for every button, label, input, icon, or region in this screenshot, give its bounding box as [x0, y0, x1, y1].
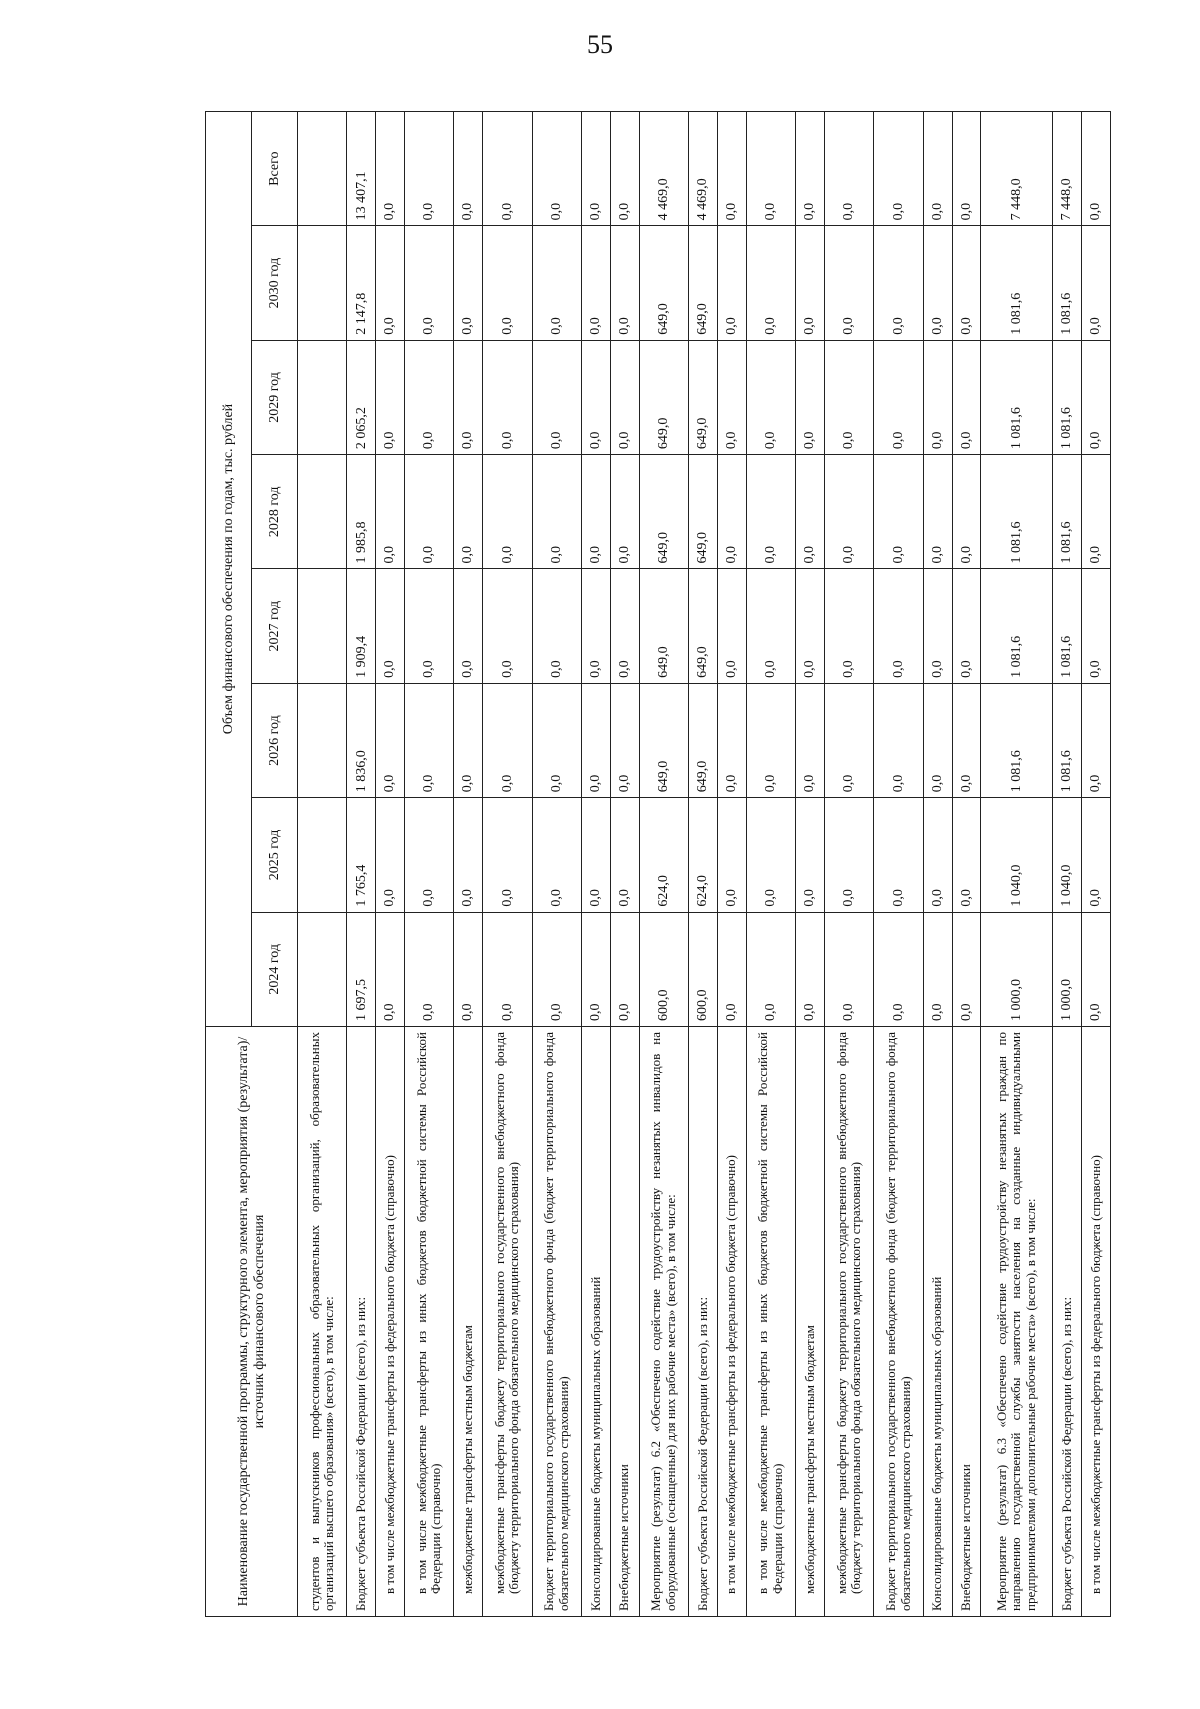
- row-value-cell: 1 081,6: [981, 340, 1053, 454]
- table-area: [205, 111, 1111, 1617]
- row-value-cell: 0,0: [824, 112, 873, 226]
- row-value-cell: 0,0: [923, 912, 952, 1026]
- table-row: [376, 112, 405, 1617]
- row-value-cell: 624,0: [689, 798, 718, 912]
- row-source-name: межбюджетные трансферты бюджету территориального государственного внебюджетного фонда (бюджету территориального фонда обязательного медицинского страхования): [824, 1027, 873, 1617]
- row-source-name: Консолидированные бюджеты муниципальных образований: [923, 1027, 952, 1617]
- row-value-cell: 0,0: [610, 340, 639, 454]
- row-value-cell: 0,0: [1081, 455, 1110, 569]
- table-row: [532, 112, 581, 1617]
- row-value-cell: 0,0: [532, 455, 581, 569]
- row-value-cell: 2 065,2: [347, 340, 376, 454]
- row-value-cell: 0,0: [746, 683, 795, 797]
- row-value-cell: 0,0: [404, 569, 453, 683]
- row-value-cell: 0,0: [746, 569, 795, 683]
- row-value-cell: 4 469,0: [689, 112, 718, 226]
- row-value-cell: 1 081,6: [981, 569, 1053, 683]
- row-value-cell: 0,0: [824, 340, 873, 454]
- row-source-name: межбюджетные трансферты местным бюджетам: [454, 1027, 483, 1617]
- row-value-cell: 0,0: [404, 912, 453, 1026]
- row-value-cell: [298, 912, 347, 1026]
- row-value-cell: [298, 455, 347, 569]
- row-value-cell: 0,0: [746, 112, 795, 226]
- row-value-cell: 0,0: [582, 226, 611, 340]
- table-row: [483, 112, 532, 1617]
- header-year: 2028 год: [252, 455, 298, 569]
- row-value-cell: 0,0: [796, 340, 825, 454]
- row-value-cell: 649,0: [639, 569, 688, 683]
- row-value-cell: 0,0: [717, 569, 746, 683]
- row-value-cell: 1 697,5: [347, 912, 376, 1026]
- row-value-cell: 0,0: [717, 683, 746, 797]
- table-row: [923, 112, 952, 1617]
- header-year: 2029 год: [252, 340, 298, 454]
- row-value-cell: 0,0: [376, 798, 405, 912]
- row-value-cell: 0,0: [610, 683, 639, 797]
- row-source-name: в том числе межбюджетные трансферты из иных бюджетов бюджетной системы Российской Федерации (справочно): [404, 1027, 453, 1617]
- row-value-cell: 0,0: [1081, 683, 1110, 797]
- row-value-cell: 0,0: [376, 226, 405, 340]
- row-value-cell: 0,0: [532, 798, 581, 912]
- table-body: [298, 112, 1111, 1617]
- financing-table: [205, 111, 1111, 1617]
- row-value-cell: 0,0: [717, 798, 746, 912]
- row-value-cell: 0,0: [824, 798, 873, 912]
- row-value-cell: 0,0: [1081, 569, 1110, 683]
- row-source-name: Консолидированные бюджеты муниципальных образований: [582, 1027, 611, 1617]
- row-value-cell: [298, 798, 347, 912]
- row-value-cell: 0,0: [1081, 226, 1110, 340]
- row-value-cell: 0,0: [874, 112, 923, 226]
- header-name-column: Наименование государственной программы, структурного элемента, мероприятия (результата)/источник финансового обеспечения: [206, 1027, 298, 1617]
- header-year: 2025 год: [252, 798, 298, 912]
- row-source-name: в том числе межбюджетные трансферты из федерального бюджета (справочно): [717, 1027, 746, 1617]
- row-value-cell: 0,0: [454, 798, 483, 912]
- row-value-cell: 0,0: [874, 683, 923, 797]
- header-year: 2024 год: [252, 912, 298, 1026]
- row-value-cell: 0,0: [923, 569, 952, 683]
- row-value-cell: 0,0: [582, 340, 611, 454]
- row-value-cell: 0,0: [824, 455, 873, 569]
- row-value-cell: 0,0: [717, 455, 746, 569]
- row-value-cell: 0,0: [610, 798, 639, 912]
- row-value-cell: 0,0: [483, 569, 532, 683]
- row-value-cell: 0,0: [376, 912, 405, 1026]
- row-value-cell: 1 081,6: [981, 226, 1053, 340]
- row-value-cell: 0,0: [746, 798, 795, 912]
- row-value-cell: 0,0: [796, 455, 825, 569]
- row-value-cell: 0,0: [404, 112, 453, 226]
- row-value-cell: 13 407,1: [347, 112, 376, 226]
- row-value-cell: 0,0: [923, 683, 952, 797]
- row-value-cell: 0,0: [923, 226, 952, 340]
- table-row: [298, 112, 347, 1617]
- row-source-name: Бюджет территориального государственного внебюджетного фонда (бюджет территориального фонда обязательного медицинского страхования): [532, 1027, 581, 1617]
- row-value-cell: 0,0: [746, 455, 795, 569]
- table-row: [610, 112, 639, 1617]
- row-value-cell: 649,0: [689, 455, 718, 569]
- row-value-cell: 0,0: [376, 112, 405, 226]
- row-value-cell: 0,0: [532, 683, 581, 797]
- row-value-cell: 1 081,6: [1053, 340, 1082, 454]
- row-value-cell: [298, 226, 347, 340]
- row-value-cell: 0,0: [404, 455, 453, 569]
- table-row: [404, 112, 453, 1617]
- row-value-cell: 649,0: [639, 683, 688, 797]
- row-value-cell: 0,0: [454, 226, 483, 340]
- row-value-cell: 649,0: [689, 340, 718, 454]
- table-row: [582, 112, 611, 1617]
- row-value-cell: 0,0: [582, 569, 611, 683]
- row-value-cell: 0,0: [923, 455, 952, 569]
- row-value-cell: 0,0: [483, 683, 532, 797]
- row-value-cell: 0,0: [717, 226, 746, 340]
- page-number: 55: [587, 30, 613, 59]
- row-value-cell: 0,0: [796, 569, 825, 683]
- row-source-name: Бюджет субъекта Российской Федерации (всего), из них:: [1053, 1027, 1082, 1617]
- row-value-cell: 0,0: [824, 569, 873, 683]
- row-value-cell: 0,0: [717, 340, 746, 454]
- row-value-cell: 0,0: [404, 226, 453, 340]
- row-value-cell: 1 836,0: [347, 683, 376, 797]
- row-value-cell: 0,0: [582, 912, 611, 1026]
- row-value-cell: 0,0: [376, 455, 405, 569]
- row-source-name: межбюджетные трансферты местным бюджетам: [796, 1027, 825, 1617]
- row-source-name: в том числе межбюджетные трансферты из федерального бюджета (справочно): [1081, 1027, 1110, 1617]
- row-value-cell: 1 081,6: [1053, 455, 1082, 569]
- row-value-cell: 0,0: [746, 340, 795, 454]
- row-value-cell: 0,0: [454, 340, 483, 454]
- row-value-cell: 0,0: [582, 455, 611, 569]
- row-value-cell: 0,0: [610, 912, 639, 1026]
- row-value-cell: 1 000,0: [1053, 912, 1082, 1026]
- row-value-cell: 0,0: [952, 340, 981, 454]
- row-value-cell: 0,0: [454, 455, 483, 569]
- table-row: [717, 112, 746, 1617]
- header-year: 2027 год: [252, 569, 298, 683]
- row-value-cell: 1 909,4: [347, 569, 376, 683]
- row-value-cell: 649,0: [639, 226, 688, 340]
- row-value-cell: [298, 569, 347, 683]
- row-value-cell: 0,0: [483, 455, 532, 569]
- row-value-cell: 0,0: [952, 912, 981, 1026]
- table-row: [1081, 112, 1110, 1617]
- row-value-cell: 0,0: [874, 569, 923, 683]
- row-value-cell: 0,0: [874, 798, 923, 912]
- row-value-cell: 0,0: [717, 912, 746, 1026]
- row-value-cell: 0,0: [952, 569, 981, 683]
- row-value-cell: 0,0: [923, 340, 952, 454]
- row-value-cell: 0,0: [582, 112, 611, 226]
- row-value-cell: 0,0: [532, 226, 581, 340]
- row-value-cell: 1 081,6: [1053, 683, 1082, 797]
- row-value-cell: 1 040,0: [1053, 798, 1082, 912]
- row-value-cell: 0,0: [483, 340, 532, 454]
- row-value-cell: 0,0: [1081, 112, 1110, 226]
- row-value-cell: 0,0: [1081, 912, 1110, 1026]
- row-value-cell: 0,0: [483, 912, 532, 1026]
- row-value-cell: 7 448,0: [1053, 112, 1082, 226]
- row-source-name: в том числе межбюджетные трансферты из федерального бюджета (справочно): [376, 1027, 405, 1617]
- table-row: [689, 112, 718, 1617]
- header-year: 2026 год: [252, 683, 298, 797]
- table-row: [347, 112, 376, 1617]
- row-value-cell: 0,0: [874, 226, 923, 340]
- row-value-cell: 0,0: [532, 912, 581, 1026]
- row-value-cell: 0,0: [952, 226, 981, 340]
- row-value-cell: 0,0: [796, 226, 825, 340]
- row-source-name: Внебюджетные источники: [952, 1027, 981, 1617]
- row-value-cell: 0,0: [610, 455, 639, 569]
- row-value-cell: 1 040,0: [981, 798, 1053, 912]
- row-value-cell: 1 081,6: [1053, 226, 1082, 340]
- row-value-cell: 1 081,6: [1053, 569, 1082, 683]
- row-value-cell: 0,0: [874, 912, 923, 1026]
- table-row: [874, 112, 923, 1617]
- table-row: [746, 112, 795, 1617]
- row-source-name: Мероприятие (результат) 6.2 «Обеспечено содействие трудоустройству незанятых инвалидов на оборудованные (оснащенные) для них рабочие места» (всего), в том числе:: [639, 1027, 688, 1617]
- row-source-name: Бюджет субъекта Российской Федерации (всего), из них:: [689, 1027, 718, 1617]
- row-value-cell: 0,0: [610, 112, 639, 226]
- row-value-cell: 0,0: [952, 455, 981, 569]
- table-row: [952, 112, 981, 1617]
- row-value-cell: 624,0: [639, 798, 688, 912]
- table-row: [1053, 112, 1082, 1617]
- table-row: [796, 112, 825, 1617]
- row-value-cell: 0,0: [454, 112, 483, 226]
- row-value-cell: 0,0: [874, 455, 923, 569]
- row-value-cell: 4 469,0: [639, 112, 688, 226]
- row-value-cell: 0,0: [952, 112, 981, 226]
- row-value-cell: 0,0: [404, 340, 453, 454]
- header-total: Всего: [252, 112, 298, 226]
- rotated-table-container: [205, 111, 1111, 1617]
- row-value-cell: 1 081,6: [981, 455, 1053, 569]
- row-value-cell: 0,0: [1081, 798, 1110, 912]
- row-value-cell: 0,0: [376, 569, 405, 683]
- header-volume: Объем финансового обеспечения по годам, тыс. рублей: [206, 112, 252, 1027]
- row-value-cell: [298, 683, 347, 797]
- row-value-cell: 0,0: [454, 569, 483, 683]
- row-value-cell: 0,0: [717, 112, 746, 226]
- row-value-cell: 0,0: [824, 683, 873, 797]
- row-value-cell: 649,0: [689, 683, 718, 797]
- row-source-name: Мероприятие (результат) 6.3 «Обеспечено содействие трудоустройству незанятых граждан по направлению государственной службы занятости населения на созданные индивидуальными предпринимателями дополнительные рабочие места» (всего), в том числе:: [981, 1027, 1053, 1617]
- row-value-cell: 0,0: [746, 226, 795, 340]
- row-value-cell: 1 985,8: [347, 455, 376, 569]
- row-value-cell: 0,0: [796, 798, 825, 912]
- row-value-cell: 0,0: [1081, 340, 1110, 454]
- row-value-cell: 0,0: [824, 226, 873, 340]
- table-row: [454, 112, 483, 1617]
- row-value-cell: 0,0: [746, 912, 795, 1026]
- row-value-cell: 649,0: [689, 226, 718, 340]
- row-value-cell: 0,0: [376, 683, 405, 797]
- row-value-cell: 0,0: [454, 683, 483, 797]
- row-value-cell: 2 147,8: [347, 226, 376, 340]
- row-source-name: Бюджет территориального государственного внебюджетного фонда (бюджет территориального фонда обязательного медицинского страхования): [874, 1027, 923, 1617]
- row-value-cell: 0,0: [796, 683, 825, 797]
- row-source-name: Бюджет субъекта Российской Федерации (всего), из них:: [347, 1027, 376, 1617]
- table-row: [824, 112, 873, 1617]
- row-source-name: в том числе межбюджетные трансферты из иных бюджетов бюджетной системы Российской Федерации (справочно): [746, 1027, 795, 1617]
- row-source-name: межбюджетные трансферты бюджету территориального государственного внебюджетного фонда (бюджету территориального фонда обязательного медицинского страхования): [483, 1027, 532, 1617]
- row-value-cell: 0,0: [483, 798, 532, 912]
- row-value-cell: 1 000,0: [981, 912, 1053, 1026]
- row-value-cell: 0,0: [796, 112, 825, 226]
- row-value-cell: 0,0: [404, 798, 453, 912]
- row-value-cell: 1 765,4: [347, 798, 376, 912]
- row-value-cell: 0,0: [532, 340, 581, 454]
- header-year: 2030 год: [252, 226, 298, 340]
- table-row: [639, 112, 688, 1617]
- row-source-name: студентов и выпускников профессиональных образовательных организаций, образовательных организаций высшего образования» (всего), в том числе:: [298, 1027, 347, 1617]
- row-value-cell: 0,0: [796, 912, 825, 1026]
- row-value-cell: 649,0: [689, 569, 718, 683]
- row-value-cell: 0,0: [454, 912, 483, 1026]
- row-value-cell: [298, 112, 347, 226]
- row-value-cell: 0,0: [404, 683, 453, 797]
- row-value-cell: 600,0: [639, 912, 688, 1026]
- row-value-cell: 0,0: [376, 340, 405, 454]
- row-value-cell: 0,0: [824, 912, 873, 1026]
- row-value-cell: 649,0: [639, 340, 688, 454]
- row-value-cell: 0,0: [874, 340, 923, 454]
- row-value-cell: 0,0: [610, 569, 639, 683]
- row-value-cell: 0,0: [532, 112, 581, 226]
- row-value-cell: 600,0: [689, 912, 718, 1026]
- row-value-cell: 649,0: [639, 455, 688, 569]
- table-row: [981, 112, 1053, 1617]
- row-value-cell: 0,0: [952, 798, 981, 912]
- row-source-name: Внебюджетные источники: [610, 1027, 639, 1617]
- row-value-cell: 0,0: [923, 112, 952, 226]
- row-value-cell: 1 081,6: [981, 683, 1053, 797]
- row-value-cell: 7 448,0: [981, 112, 1053, 226]
- row-value-cell: 0,0: [582, 683, 611, 797]
- row-value-cell: 0,0: [923, 798, 952, 912]
- row-value-cell: 0,0: [532, 569, 581, 683]
- row-value-cell: 0,0: [483, 226, 532, 340]
- row-value-cell: 0,0: [952, 683, 981, 797]
- row-value-cell: 0,0: [582, 798, 611, 912]
- row-value-cell: 0,0: [610, 226, 639, 340]
- row-value-cell: [298, 340, 347, 454]
- row-value-cell: 0,0: [483, 112, 532, 226]
